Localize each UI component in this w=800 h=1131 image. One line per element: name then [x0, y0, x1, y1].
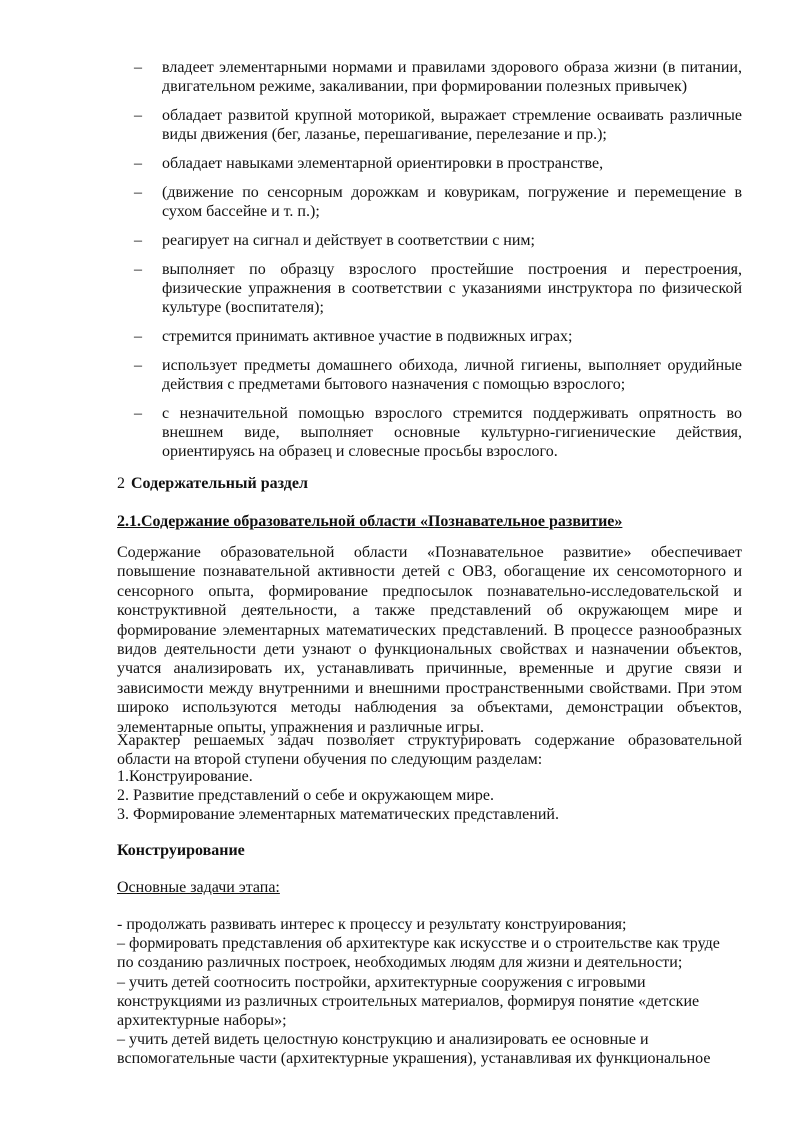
section-heading: [117, 475, 308, 493]
task-line: – учить детей видеть целостную конструкцию и анализировать ее основные и: [117, 1031, 649, 1049]
bullet-item: [0, 58, 800, 96]
subsection-heading: 2.1.Содержание образовательной области «Познавательное развитие»: [117, 513, 623, 530]
section-number: 2: [117, 475, 125, 492]
bullet-text: владеет элементарными нормами и правилами здорового образа жизни (в питании, двигательном режиме, закаливании, при формировании полезных привычек): [162, 59, 742, 95]
dash-marker: –: [134, 328, 142, 345]
dash-marker: –: [134, 357, 142, 374]
bullet-text: использует предметы домашнего обихода, личной гигиены, выполняет орудийные действия с предметами бытового назначения с помощью взрослого;: [162, 357, 742, 393]
construction-heading: Конструирование: [117, 842, 245, 859]
task-line: - продолжать развивать интерес к процессу и результату конструирования;: [117, 916, 627, 933]
bullet-text: обладает навыками элементарной ориентировки в пространстве,: [162, 155, 604, 172]
tasks-heading: Основные задачи этапа:: [117, 879, 280, 896]
task-line: – формировать представления об архитектуре как искусстве и о строительстве как труде: [117, 935, 720, 953]
bullet-item: [0, 404, 800, 461]
task-line: конструкциями из различных строительных материалов, формируя понятие «детские: [117, 992, 700, 1010]
bullet-item: [0, 106, 800, 144]
bullet-item: [0, 183, 800, 221]
body-paragraph: Содержание образовательной области «Познавательное развитие» обеспечивает повышение познавательной активности детей с ОВЗ, обогащение их сенсомоторного и сенсорного опыта, формирование предпосылок познавательно-исследовательской и конструктивной деятельности, а также представлений об окружающем мире и формирование элементарных математических представлений. В процессе разнообразных видов деятельности дети узнают о функциональных свойствах и назначении объектов, учатся анализировать их, устанавливать причинные, временные и другие связи и зависимости между внутренними и внешними пространственными свойствами. При этом широко используются методы наблюдения за объектами, демонстрации объектов, элементарные опыты, упражнения и различные игры.: [117, 544, 742, 736]
dash-marker: –: [134, 261, 142, 278]
bullet-item: [0, 327, 800, 346]
bullet-item: [0, 260, 800, 317]
dash-marker: –: [134, 184, 142, 201]
dash-marker: –: [134, 232, 142, 249]
dash-marker: –: [134, 405, 142, 422]
task-line: по созданию различных построек, необходимых людям для жизни и деятельности;: [117, 954, 683, 972]
dash-marker: –: [134, 155, 142, 172]
bullet-item: [0, 356, 800, 394]
task-line: архитектурные наборы»;: [117, 1012, 287, 1030]
tasks-list: [117, 915, 742, 1069]
dash-marker: –: [134, 107, 142, 124]
body-paragraph-2: Характер решаемых задач позволяет структурировать содержание образовательной области на второй ступени обучения по следующим разделам:: [117, 732, 742, 768]
sections-list-item: 3. Формирование элементарных математических представлений.: [117, 806, 559, 823]
bullet-text: стремится принимать активное участие в подвижных играх;: [162, 328, 573, 345]
outcomes-bullet-list: [0, 58, 800, 471]
bullet-text: выполняет по образцу взрослого простейшие построения и перестроения, физические упражнения в соответствии с указаниями инструктора по физической культуре (воспитателя);: [162, 261, 742, 316]
section-title: Содержательный раздел: [131, 475, 308, 492]
task-line: – учить детей соотносить постройки, архитектурные сооружения с игровыми: [117, 973, 646, 991]
task-line: вспомогательные части (архитектурные украшения), устанавливая их функциональное: [117, 1050, 711, 1068]
sections-list-item: 1.Конструирование.: [117, 768, 253, 785]
bullet-text: (движение по сенсорным дорожкам и ковурикам, погружение и перемещение в сухом бассейне и т. п.);: [162, 184, 742, 220]
bullet-item: [0, 231, 800, 250]
sections-list-item: 2. Развитие представлений о себе и окружающем мире.: [117, 787, 494, 804]
bullet-text: с незначительной помощью взрослого стремится поддерживать опрятность во внешнем виде, выполняет основные культурно-гигиенические действия, ориентируясь на образец и словесные просьбы взрослого.: [162, 405, 742, 460]
dash-marker: –: [134, 59, 142, 76]
bullet-item: [0, 154, 800, 173]
bullet-text: реагирует на сигнал и действует в соответствии с ним;: [162, 232, 535, 249]
bullet-text: обладает развитой крупной моторикой, выражает стремление осваивать различные виды движения (бег, лазанье, перешагивание, перелезание и пр.);: [162, 107, 742, 143]
